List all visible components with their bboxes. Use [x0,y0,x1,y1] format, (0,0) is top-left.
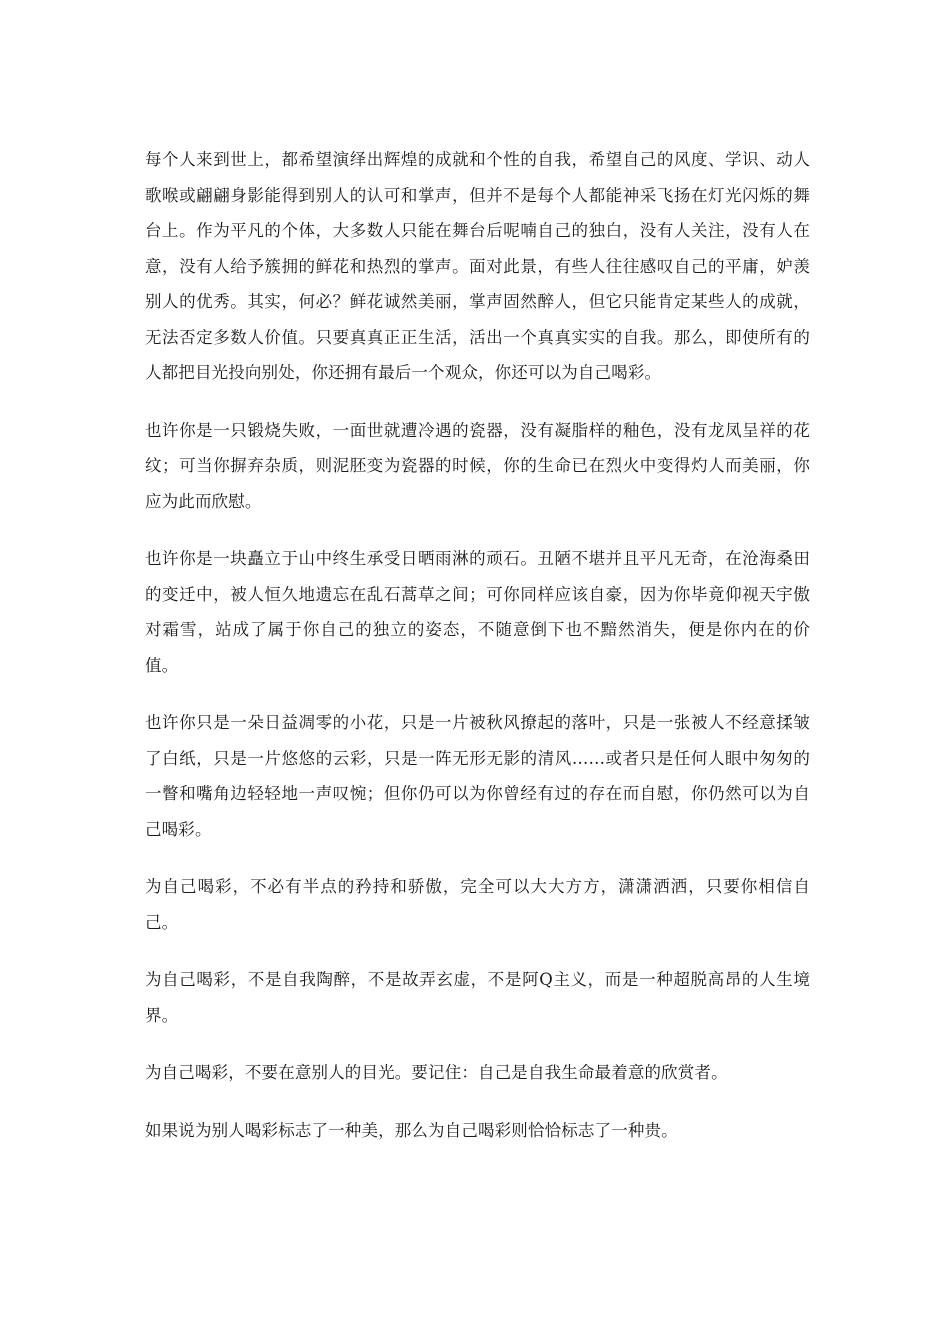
paragraph-6: 为自己喝彩，不是自我陶醉，不是故弄玄虚，不是阿Q主义，而是一种超脱高昂的人生境界。 [145,970,810,1025]
paragraph-7: 为自己喝彩，不要在意别人的目光。要记住：自己是自我生命最着意的欣赏者。 [145,1063,728,1082]
paragraph-3: 也许你是一块矗立于山中终生承受日晒雨淋的顽石。丑陋不堪并且平凡无奇，在沧海桑田的变迁中，被人恒久地遗忘在乱石蒿草之间；可你同样应该自豪，因为你毕竟仰视天宇傲对霜雪，站成了属于你自己的独立的姿态，不随意倒下也不黯然消失，便是你内在的价值。 [145,549,810,675]
paragraph-5: 为自己喝彩，不必有半点的矜持和骄傲，完全可以大大方方，潇潇洒洒，只要你相信自己。 [145,877,810,932]
paragraph-4: 也许你只是一朵日益凋零的小花，只是一片被秋风撩起的落叶，只是一张被人不经意揉皱了白纸，只是一片悠悠的云彩，只是一阵无形无影的清风……或者只是任何人眼中匆匆的一瞥和嘴角边轻轻地一声叹惋；但你仍可以为你曾经有过的存在而自慰，你仍然可以为自己喝彩。 [145,713,810,839]
paragraph-8: 如果说为别人喝彩标志了一种美，那么为自己喝彩则恰恰标志了一种贵。 [145,1120,678,1140]
paragraph-1: 每个人来到世上，都希望演绎出辉煌的成就和个性的自我，希望自己的风度、学识、动人歌喉或翩翩身影能得到别人的认可和掌声，但并不是每个人都能神采飞扬在灯光闪烁的舞台上。作为平凡的个体，大多数人只能在舞台后呢喃自己的独白，没有人关注，没有人在意，没有人给予簇拥的鲜花和热烈的掌声。面对此景，有些人往往感叹自己的平庸，妒羡别人的优秀。其实，何必？鲜花诚然美丽，掌声固然醉人，但它只能肯定某些人的成就，无法否定多数人价值。只要真真正正生活，活出一个真真实实的自我。那么，即使所有的人都把目光投向别处，你还拥有最后一个观众，你还可以为自己喝彩。 [145,150,810,382]
paragraph-2: 也许你是一只锻烧失败，一面世就遭冷遇的瓷器，没有凝脂样的釉色，没有龙凤呈祥的花纹；可当你摒弃杂质，则泥胚变为瓷器的时候，你的生命已在烈火中变得灼人而美丽，你应为此而欣慰。 [145,420,810,511]
article-body [145,142,810,1170]
